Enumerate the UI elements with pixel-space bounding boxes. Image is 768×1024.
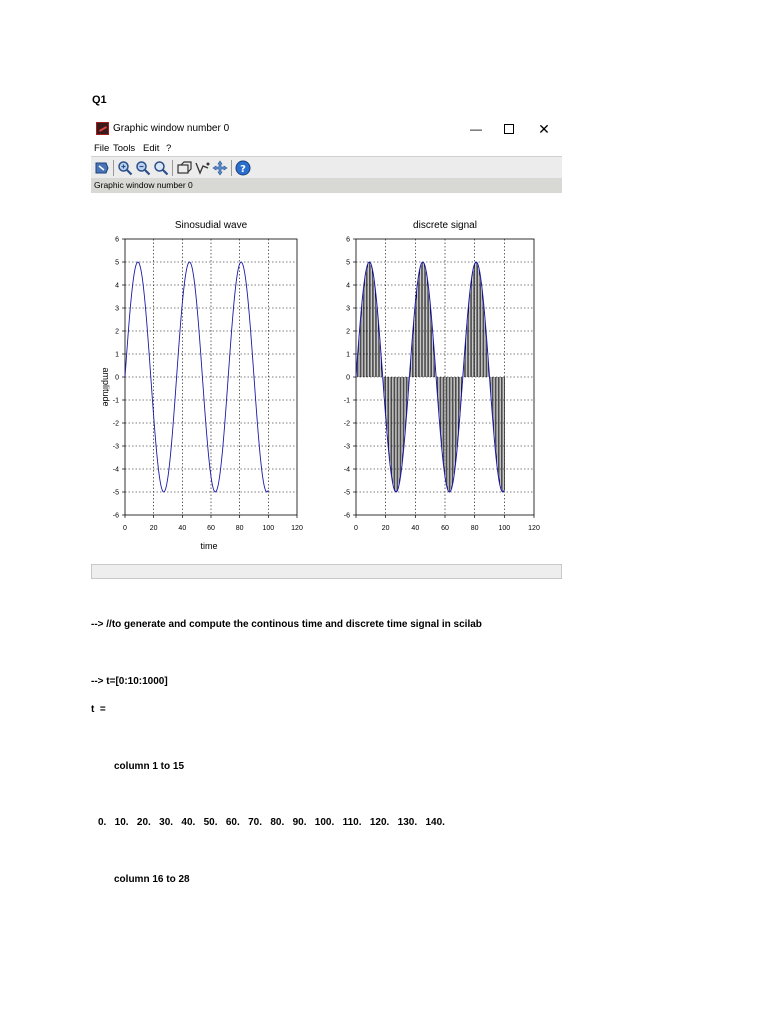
x-tick-label: 40 — [411, 525, 420, 532]
y-tick-label: 3 — [346, 305, 350, 313]
y-tick-label: -1 — [112, 397, 119, 405]
window-titlebar[interactable] — [91, 116, 562, 142]
scilab-app-icon — [96, 122, 109, 135]
graphic-window — [91, 116, 562, 580]
minimize-icon: — — [470, 122, 482, 136]
y-tick-label: -4 — [343, 466, 350, 474]
y-tick-label: 5 — [346, 259, 350, 267]
x-tick-label: 120 — [528, 525, 540, 532]
y-tick-label: 0 — [115, 374, 119, 382]
toolbar-separator — [113, 160, 114, 176]
console-variable-line: t = — [91, 704, 106, 715]
close-icon: ✕ — [538, 121, 550, 137]
console-column-header-1: column 1 to 15 — [114, 761, 185, 772]
x-axis-label: time — [200, 541, 218, 551]
y-tick-label: -3 — [343, 443, 350, 451]
y-tick-label: -5 — [112, 489, 119, 497]
datatip-icon[interactable] — [94, 160, 110, 176]
y-tick-label: 4 — [346, 282, 350, 290]
toolbar — [91, 156, 562, 179]
x-tick-label: 80 — [235, 525, 244, 532]
chart-discrete-signal[interactable] — [344, 220, 540, 532]
y-tick-label: 2 — [115, 328, 119, 336]
y-tick-label: -5 — [343, 489, 350, 497]
menu-bar — [91, 142, 562, 156]
x-tick-label: 120 — [291, 525, 303, 532]
menu-tools[interactable]: Tools — [113, 143, 136, 154]
rotate-icon[interactable] — [176, 160, 192, 176]
y-tick-label: 2 — [346, 328, 350, 336]
toolbar-separator — [231, 160, 232, 176]
svg-text:?: ? — [240, 164, 246, 175]
console-column-header-2: column 16 to 28 — [114, 874, 190, 885]
x-tick-label: 100 — [498, 525, 511, 532]
y-tick-label: -6 — [112, 512, 119, 520]
x-tick-label: 60 — [207, 525, 215, 532]
chart-title: Sinosudial wave — [174, 220, 248, 231]
window-status-bar — [91, 178, 562, 193]
chart-title: discrete signal — [413, 220, 477, 231]
question-label: Q1 — [92, 94, 107, 106]
console-values-line: 0. 10. 20. 30. 40. 50. 60. 70. 80. 90. 100. 110. 120. 130. 140. — [98, 817, 445, 828]
x-tick-label: 40 — [178, 525, 187, 532]
y-tick-label: -2 — [343, 420, 350, 428]
x-tick-label: 60 — [441, 525, 449, 532]
zoom-out-icon[interactable] — [135, 160, 151, 176]
chart-sinusoidal-wave[interactable] — [101, 220, 303, 551]
x-tick-label: 80 — [470, 525, 479, 532]
toolbar-separator — [172, 160, 173, 176]
y-tick-label: -2 — [112, 420, 119, 428]
zoom-reset-icon[interactable] — [153, 160, 169, 176]
y-tick-label: 1 — [346, 351, 350, 359]
x-tick-label: 20 — [381, 525, 390, 532]
3d-rotate-icon[interactable] — [194, 160, 210, 176]
y-tick-label: 5 — [115, 259, 119, 267]
y-tick-label: -3 — [112, 443, 119, 451]
help-icon[interactable] — [235, 160, 251, 176]
y-axis-label: amplitude — [101, 367, 111, 407]
y-tick-label: -4 — [112, 466, 119, 474]
minimize-button[interactable] — [462, 120, 490, 138]
window-bottom-bar — [91, 564, 562, 579]
x-tick-label: 20 — [149, 525, 158, 532]
x-tick-label: 0 — [123, 525, 127, 532]
y-tick-label: 6 — [115, 236, 119, 244]
x-tick-label: 100 — [262, 525, 275, 532]
status-text: Graphic window number 0 — [94, 180, 193, 190]
console-command-line: --> t=[0:10:1000] — [91, 676, 168, 687]
menu-file[interactable]: File — [94, 143, 110, 154]
menu-help[interactable]: ? — [166, 143, 172, 154]
plot-canvas[interactable] — [91, 208, 562, 558]
maximize-icon — [504, 124, 514, 134]
maximize-button[interactable] — [495, 120, 523, 138]
y-tick-label: -6 — [343, 512, 350, 520]
y-tick-label: 1 — [115, 351, 119, 359]
menu-edit[interactable]: Edit — [143, 143, 160, 154]
y-tick-label: 3 — [115, 305, 119, 313]
y-tick-label: 4 — [115, 282, 119, 290]
y-tick-label: -1 — [343, 397, 350, 405]
pan-icon[interactable] — [212, 160, 228, 176]
console-comment-line: --> //to generate and compute the continous time and discrete time signal in scilab — [91, 619, 482, 630]
zoom-in-icon[interactable] — [117, 160, 133, 176]
y-tick-label: 0 — [346, 374, 350, 382]
close-button[interactable] — [530, 120, 558, 138]
window-title: Graphic window number 0 — [113, 123, 230, 134]
y-tick-label: 6 — [346, 236, 350, 244]
x-tick-label: 0 — [354, 525, 358, 532]
